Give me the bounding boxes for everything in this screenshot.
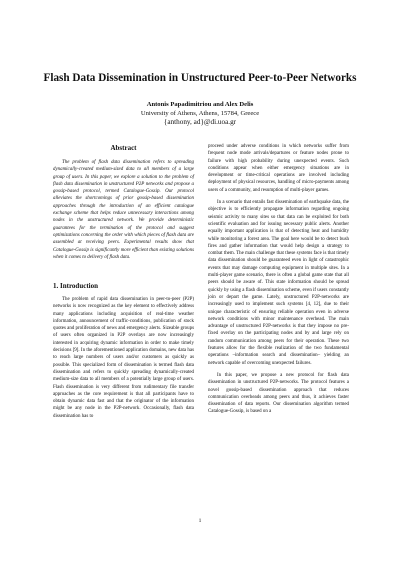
abstract-heading: Abstract <box>110 144 137 152</box>
right-paragraph-1: proceed under adverse conditions in which networks suffer from frequent node mode arrivals/departures or feature nodes prone to failure with high probability during unexpected events. Such conditions appear when either emergency situations are in development or time-critical operations are involved including deployment of physical resources, handling of micro-payments among users of a community, and resumption of multi-player games. <box>208 144 349 193</box>
abstract-paragraph: The problem of flash data dissemination refers to spreading dynamically-created medium-sized data to all members of a large group of users. In this paper, we explore a solution to the problem of flash data dissemination in unstructured P2P networks and propose a gossip-based protocol, termed Catalogue-Gossip. Our protocol alleviates the shortcomings of prior gossip-based dissemination approaches through the introduction of an efficient catalogue exchange scheme that helps reduce unnecessary interactions among nodes in the unstructured network. We provide deterministic guarantees for the termination of the protocol and suggest optimizations concerning the order with which pieces of flash data are assembled at receiving peers. Experimental results show that Catalogue-Gossip is significantly more efficient than existing solutions when it comes to delivery of flash data. <box>53 160 194 260</box>
abstract-text <box>53 159 194 261</box>
paper-affiliation: University of Athens, Athens, 15784, Greece <box>140 110 260 117</box>
introduction-column-right <box>208 143 349 416</box>
introduction-column-left <box>53 296 194 420</box>
section-heading-introduction: 1. Introduction <box>53 282 98 290</box>
paper-authors: Antonis Papadimitriou and Alex Delis <box>146 101 254 108</box>
intro-paragraph-1: The problem of rapid data dissemination in peer-to-peer (P2P) networks is now recognized as the key element to effectively address many applications including acquisition of real-time weather information, announcement of traffic-conditions, publication of stock quotes and proliferation of news and emergency alerts. Sizeable groups of users often organized in P2P overlays are now increasingly interested in acquiring dynamic information in order to make timely decisions [9]. In the aforementioned application domains, new data has to reach large numbers of users and/or customers as quickly as possible. This specialized form of dissemination is termed flash data dissemination and refers to quickly spreading dynamically-created medium-size data to all members of a potentially large group of users. Flash dissemination is very different from rudimentary file transfer approaches as the core requirement is that all participants have to obtain dynamic data fast and that the originator of the information might be any node in the P2P-network. Occasionally, flash data dissemination has to <box>53 297 194 419</box>
right-paragraph-2: In a scenario that entails fast dissemination of earthquake data, the objective is to efficiently propagate information regarding ongoing seismic activity to many sites so that data can be exploited for both scientific evaluation and for issuing necessary public alerts. Another equally important application is that of detecting heat and humidity while monitoring a forest area. The goal here would be to detect bush fires and gather information that would help design a strategy to combat them. The main challenge that these systems face is that timely data dissemination should be guaranteed even in light of catastrophic events that may damage computing equipment in multiple sites. In a multi-player game scenario, there is often a global game state that all peers should be aware of. This state information should be spread quickly by using a flash dissemination scheme, even if users constantly join or depart the game. Lately, unstructured P2P-networks are increasingly used to implement such systems [4, 12], due to their unique characteristic of ensuring reliable operation even in adverse network conditions with minor maintenance overhead. The main advantage of unstructured P2P-networks is that they impose no pre-fixed overlay on the participating nodes and by and large rely on random communication among peers for their operation. These two features allow for the flexible realization of the two fundamental operations –information search and dissemination– yielding an network capable of overcoming unexpected failures. <box>208 200 349 366</box>
paper-title: Flash Data Dissemination in Unstructured Peer-to-Peer Networks <box>43 72 357 84</box>
paper-email: {anthony, ad}@di.uoa.gr <box>163 118 237 126</box>
right-paragraph-3: In this paper, we propose a new protocol for flash data dissemination in unstructured P2P-networks. The protocol features a novel gossip-based dissemination approach that reduces communication overheads among peers and thus, it achieves faster dissemination of data reports. Our dissemination algorithm termed Catalogue-Gossip, is based on a <box>208 372 349 415</box>
page-number: 1 <box>198 518 202 524</box>
